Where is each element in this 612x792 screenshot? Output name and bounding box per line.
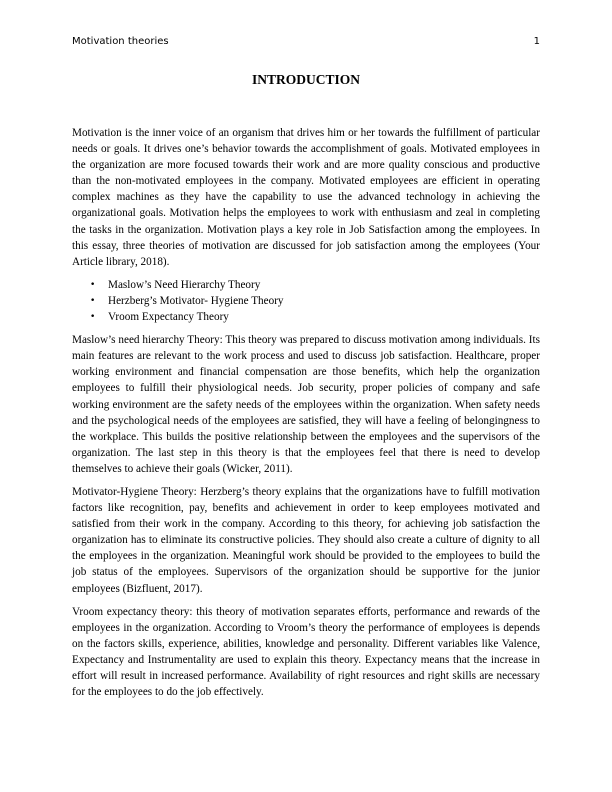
document-body <box>72 125 540 707</box>
list-item-text: Herzberg’s Motivator- Hygiene Theory <box>108 294 284 307</box>
section-heading: INTRODUCTION <box>251 72 360 87</box>
herzberg-paragraph: Motivator-Hygiene Theory: Herzberg’s theory explains that the organizations have to fulfill motivation factors like recognition, pay, benefits and achievement in order to keep employees motivated and satisfied from their work in the company. According to this theory, for achieving job satisfaction the organization has to eliminate its constructive policies. They should also create a culture of dignity to all the employees in the organization. Meaningful work should be provided to the employees to build the job status of the employees. Supervisors of the organization should be supportive for the junior employees (Bizfluent, 2017). <box>72 485 540 595</box>
maslow-paragraph: Maslow’s need hierarchy Theory: This theory was prepared to discuss motivation among individuals. Its main features are relevant to the work process and used to discuss job satisfaction. Healthcare, proper working environment and financial compensation are those benefits, which help the organization employees to fulfill their physiological needs. Job security, proper policies of company and safe working environment are the safety needs of the employees within the organization. When safety needs and the psychological needs of the employees are satisfied, they will have a feeling of belongingness to the workplace. This builds the positive relationship between the employees and the supervisors of the organization. The last step in this theory is that the employees feel that there is need to develop themselves to achieve their goals (Wicker, 2011). <box>72 334 540 475</box>
vroom-paragraph: Vroom expectancy theory: this theory of motivation separates efforts, performance and rewards of the employees in the organization. According to Vroom’s theory the performance of employees is depends on the factors skills, experience, abilities, knowledge and personality. Different variables like Valence, Expectancy and Instrumentality are used to explain this theory. Expectancy means that the increase in effort will result in increased performance. Availability of right resources and right skills are necessary for the employees to do the job effectively. <box>72 605 540 699</box>
page-number: 1 <box>533 36 540 47</box>
list-item <box>72 293 540 309</box>
intro-paragraph: Motivation is the inner voice of an organism that drives him or her towards the fulfillment of particular needs or goals. It drives one’s behavior towards the accomplishment of goals. Motivated employees in the organization are more focused towards their work and are more quality conscious and productive than the non-motivated employees in the company. Motivated employees are efficient in operating complex machines as they have the capability to use the advanced technology in achieving the organizational goals. Motivation helps the employees to work with enthusiasm and zeal in completing the tasks in the organization. Motivation plays a key role in Job Satisfaction among the employees. In this essay, three theories of motivation are discussed for job satisfaction among the employees (Your Article library, 2018). <box>72 127 540 268</box>
list-item-text: Vroom Expectancy Theory <box>108 311 229 324</box>
bullet-icon: • <box>90 279 96 290</box>
list-item-text: Maslow’s Need Hierarchy Theory <box>108 278 261 291</box>
list-item <box>72 309 540 325</box>
bullet-icon: • <box>90 312 96 323</box>
running-head: Motivation theories <box>72 36 169 47</box>
theory-list <box>72 277 540 325</box>
list-item <box>72 277 540 293</box>
bullet-icon: • <box>90 295 96 306</box>
page-header <box>72 34 540 50</box>
